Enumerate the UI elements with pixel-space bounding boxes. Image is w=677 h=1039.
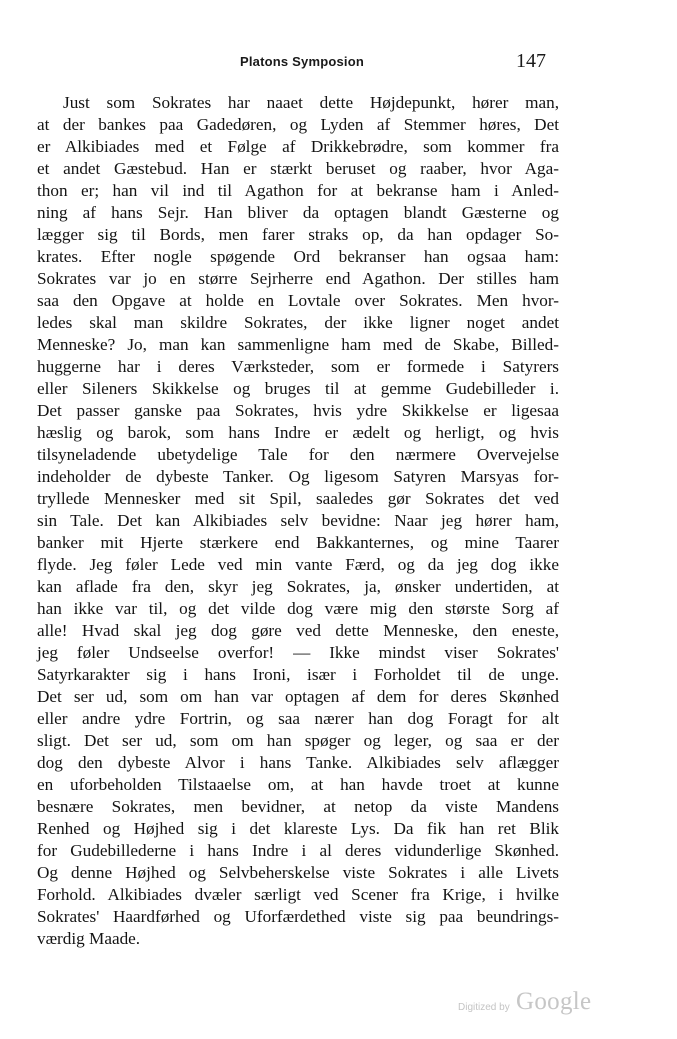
text-line: sligt. Det ser ud, som om han spøger og leger, og saa er der bbox=[37, 731, 559, 750]
text-line: Det passer ganske paa Sokrates, hvis ydre Skikkelse er ligesaa bbox=[37, 401, 559, 420]
text-line: besnære Sokrates, men bevidner, at netop da viste Mandens bbox=[37, 797, 559, 816]
text-line: eller andre ydre Fortrin, og saa nærer han dog Foragt for alt bbox=[37, 709, 559, 728]
text-line: at der bankes paa Gadedøren, og Lyden af Stemmer høres, Det bbox=[37, 115, 559, 134]
text-line: kan aflade fra den, skyr jeg Sokrates, ja, ønsker undertiden, at bbox=[37, 577, 559, 596]
text-line: Menneske? Jo, man kan sammenligne ham med de Skabe, Billed- bbox=[37, 335, 559, 354]
text-line: ning af hans Sejr. Han bliver da optagen blandt Gæsterne og bbox=[37, 203, 559, 222]
running-title: Platons Symposion bbox=[240, 54, 365, 69]
digitized-watermark bbox=[458, 990, 608, 1020]
text-line: Det ser ud, som om han var optagen af dem for deres Skønhed bbox=[37, 687, 559, 706]
text-line: tryllede Mennesker med sit Spil, saaledes gør Sokrates det ved bbox=[37, 489, 559, 508]
text-line: Og denne Højhed og Selvbeherskelse viste Sokrates i alle Livets bbox=[37, 863, 559, 882]
text-line: tilsyneladende ubetydelige Tale for den nærmere Overvejelse bbox=[37, 445, 559, 464]
text-line: er Alkibiades med et Følge af Drikkebrødre, som kommer fra bbox=[37, 137, 559, 156]
text-line: hæslig og barok, som hans Indre er ædelt og herligt, og hvis bbox=[37, 423, 559, 442]
watermark-prefix: Digitized by bbox=[458, 1002, 510, 1013]
text-line: han ikke var til, og det vilde dog være mig den største Sorg af bbox=[37, 599, 559, 618]
text-line: Satyrkarakter sig i hans Ironi, især i Forholdet til de unge. bbox=[37, 665, 559, 684]
text-line: ledes skal man skildre Sokrates, der ikke ligner noget andet bbox=[37, 313, 559, 332]
text-line: alle! Hvad skal jeg dog gøre ved dette Menneske, den eneste, bbox=[37, 621, 559, 640]
text-line: lægger sig til Bords, men farer straks op, da han opdager So- bbox=[37, 225, 559, 244]
text-line: flyde. Jeg føler Lede ved min vante Færd, og da jeg dog ikke bbox=[37, 555, 559, 574]
text-line: eller Sileners Skikkelse og bruges til at gemme Gudebilleder i. bbox=[37, 379, 559, 398]
text-line: en uforbeholden Tilstaaelse om, at han havde troet at kunne bbox=[37, 775, 559, 794]
text-line: Sokrates' Haardførhed og Uforfærdethed viste sig paa beundrings- bbox=[37, 907, 559, 926]
text-line: Renhed og Højhed sig i det klareste Lys. Da fik han ret Blik bbox=[37, 819, 559, 838]
text-line: Just som Sokrates har naaet dette Højdepunkt, hører man, bbox=[63, 93, 559, 112]
text-line: banker mit Hjerte stærkere end Bakkanternes, og mine Taarer bbox=[37, 533, 559, 552]
text-line: saa den Opgave at holde en Lovtale over Sokrates. Men hvor- bbox=[37, 291, 559, 310]
text-line: sin Tale. Det kan Alkibiades selv bevidne: Naar jeg hører ham, bbox=[37, 511, 559, 530]
text-line: jeg føler Undseelse overfor! — Ikke mindst viser Sokrates' bbox=[37, 643, 559, 662]
running-head bbox=[0, 50, 677, 74]
text-line: et andet Gæstebud. Han er stærkt beruset og raaber, hvor Aga- bbox=[37, 159, 559, 178]
text-line: dog den dybeste Alvor i hans Tanke. Alkibiades selv aflægger bbox=[37, 753, 559, 772]
text-line: indeholder de dybeste Tanker. Og ligesom Satyren Marsyas for- bbox=[37, 467, 559, 486]
page-number: 147 bbox=[516, 50, 546, 72]
text-line: for Gudebillederne i hans Indre i al deres vidunderlige Skønhed. bbox=[37, 841, 559, 860]
text-line: Forhold. Alkibiades dvæler særligt ved Scener fra Krige, i hvilke bbox=[37, 885, 559, 904]
text-line: krates. Efter nogle spøgende Ord bekranser han ogsaa ham: bbox=[37, 247, 559, 266]
body-paragraph bbox=[37, 92, 559, 950]
text-line: huggerne har i deres Værksteder, som er formede i Satyrers bbox=[37, 357, 559, 376]
text-line: værdig Maade. bbox=[37, 929, 141, 948]
text-line: thon er; han vil ind til Agathon for at bekranse ham i Anled- bbox=[37, 181, 559, 200]
text-line: Sokrates var jo en større Sejrherre end Agathon. Der stilles ham bbox=[37, 269, 559, 288]
watermark-brand: Google bbox=[516, 988, 592, 1015]
